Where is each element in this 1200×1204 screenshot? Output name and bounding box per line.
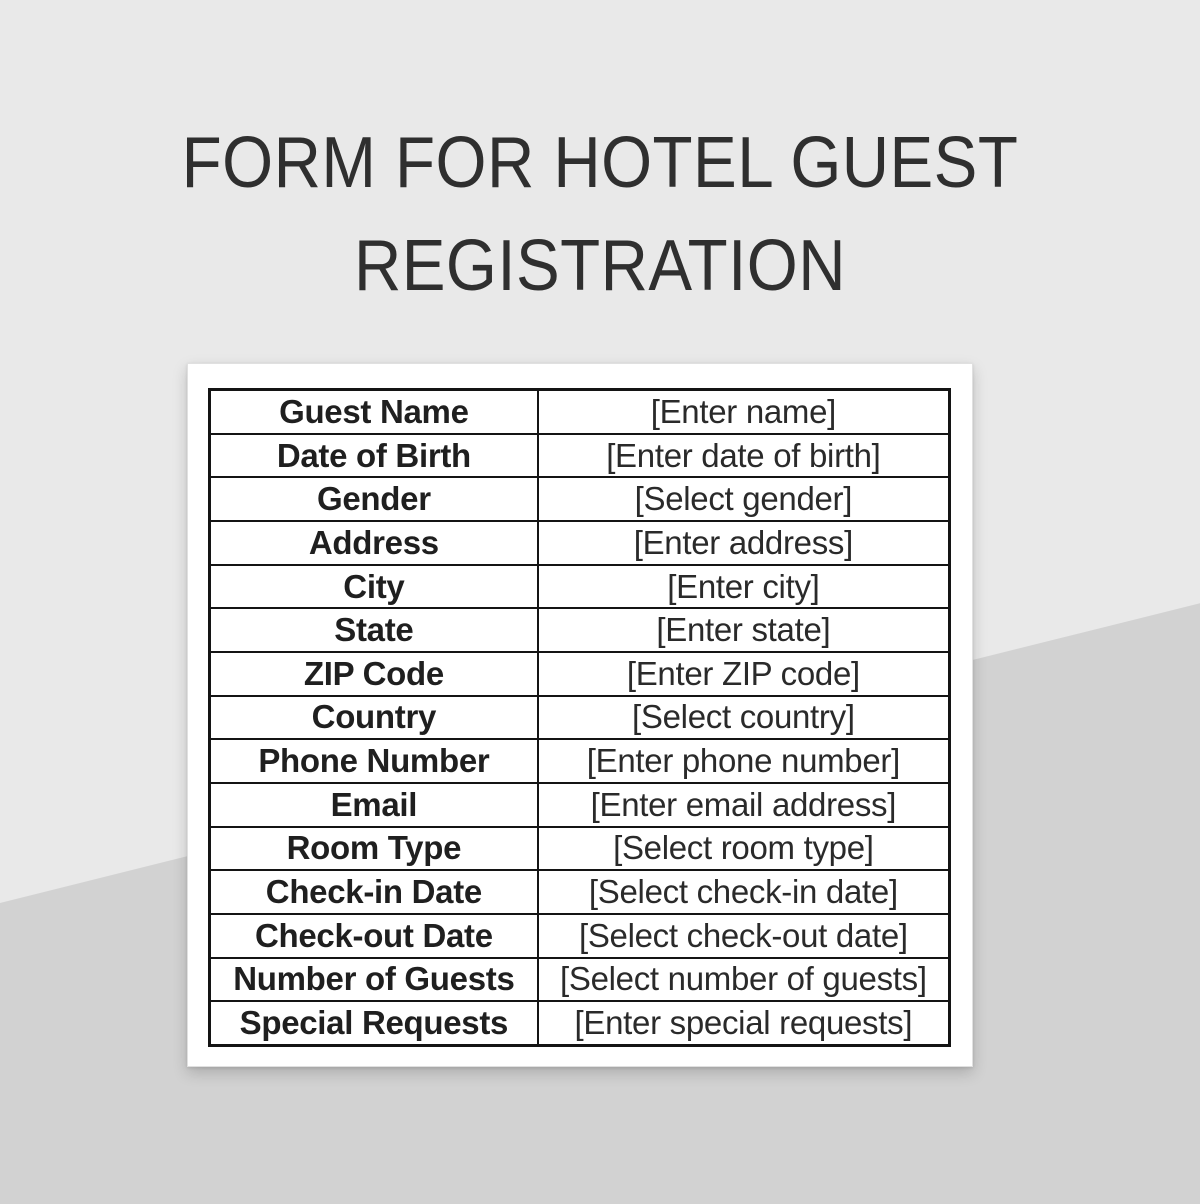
table-row [210, 477, 950, 521]
table-row [210, 390, 950, 434]
registration-form-card [187, 363, 973, 1067]
table-row [210, 1001, 950, 1045]
page-title-line-2: REGISTRATION [353, 226, 847, 306]
field-value-check-out-date[interactable]: [Select check-out date] [538, 914, 950, 958]
field-label-zip-code: ZIP Code [210, 652, 538, 696]
field-value-special-requests[interactable]: [Enter special requests] [538, 1001, 950, 1045]
field-label-guest-name: Guest Name [210, 390, 538, 434]
field-value-gender[interactable]: [Select gender] [538, 477, 950, 521]
page-title-line-1: FORM FOR HOTEL GUEST [181, 123, 1019, 203]
field-label-state: State [210, 608, 538, 652]
field-value-check-in-date[interactable]: [Select check-in date] [538, 870, 950, 914]
table-row [210, 696, 950, 740]
page-title [54, 112, 1146, 318]
table-row [210, 783, 950, 827]
table-row [210, 652, 950, 696]
field-label-check-out-date: Check-out Date [210, 914, 538, 958]
field-value-number-of-guests[interactable]: [Select number of guests] [538, 958, 950, 1002]
field-value-zip-code[interactable]: [Enter ZIP code] [538, 652, 950, 696]
field-label-country: Country [210, 696, 538, 740]
field-value-city[interactable]: [Enter city] [538, 565, 950, 609]
table-row [210, 565, 950, 609]
table-row [210, 608, 950, 652]
table-row [210, 870, 950, 914]
field-label-special-requests: Special Requests [210, 1001, 538, 1045]
table-row [210, 827, 950, 871]
field-value-date-of-birth[interactable]: [Enter date of birth] [538, 434, 950, 478]
table-row [210, 914, 950, 958]
field-label-room-type: Room Type [210, 827, 538, 871]
field-label-gender: Gender [210, 477, 538, 521]
field-value-state[interactable]: [Enter state] [538, 608, 950, 652]
field-value-phone-number[interactable]: [Enter phone number] [538, 739, 950, 783]
field-value-room-type[interactable]: [Select room type] [538, 827, 950, 871]
field-label-city: City [210, 565, 538, 609]
field-value-email[interactable]: [Enter email address] [538, 783, 950, 827]
field-label-address: Address [210, 521, 538, 565]
field-label-date-of-birth: Date of Birth [210, 434, 538, 478]
field-label-phone-number: Phone Number [210, 739, 538, 783]
guest-registration-table [208, 388, 951, 1047]
table-row [210, 739, 950, 783]
field-label-number-of-guests: Number of Guests [210, 958, 538, 1002]
field-value-guest-name[interactable]: [Enter name] [538, 390, 950, 434]
field-value-address[interactable]: [Enter address] [538, 521, 950, 565]
field-label-email: Email [210, 783, 538, 827]
table-row [210, 434, 950, 478]
field-value-country[interactable]: [Select country] [538, 696, 950, 740]
table-row [210, 521, 950, 565]
field-label-check-in-date: Check-in Date [210, 870, 538, 914]
table-row [210, 958, 950, 1002]
